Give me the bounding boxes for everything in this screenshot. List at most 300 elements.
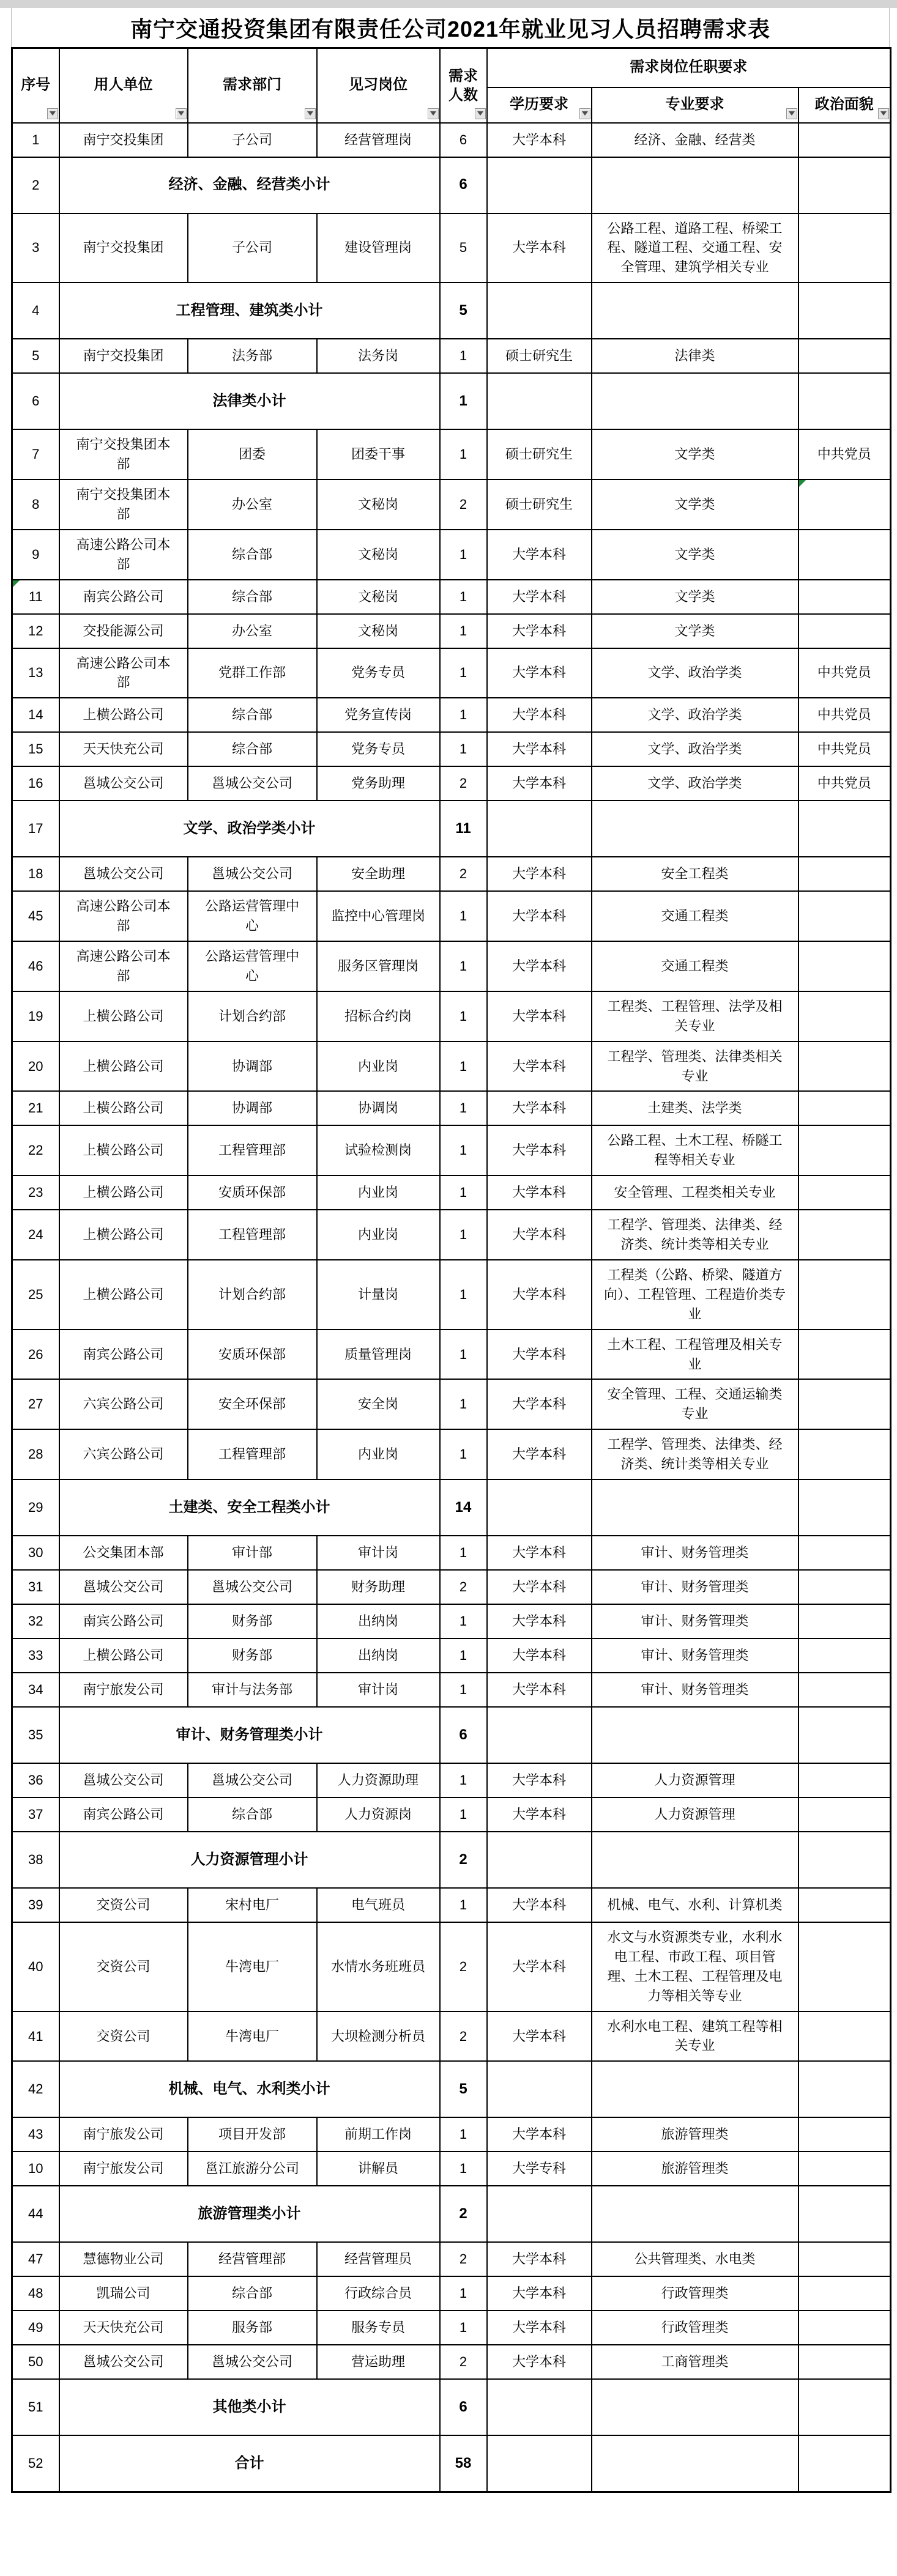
cell-dept: 公路运营管理中心 [188, 941, 317, 991]
cell-education: 大学本科 [487, 1888, 592, 1922]
cell-political [798, 2242, 891, 2276]
cell-seq: 16 [12, 766, 59, 801]
table-row [12, 698, 891, 732]
cell-subtotal-label: 旅游管理类小计 [59, 2186, 440, 2242]
cell-count: 2 [440, 1570, 487, 1604]
cell-dept: 财务部 [188, 1604, 317, 1638]
cell-education: 大学本科 [487, 1042, 592, 1092]
cell-dept: 牛湾电厂 [188, 1922, 317, 2012]
cell-post: 出纳岗 [317, 1604, 440, 1638]
cell-dept: 审计与法务部 [188, 1673, 317, 1707]
cell-count: 1 [440, 1125, 487, 1175]
filter-dropdown-button[interactable] [47, 108, 58, 119]
cell-count: 2 [440, 2012, 487, 2062]
cell-unit: 六宾公路公司 [59, 1429, 188, 1479]
table-row [12, 1175, 891, 1210]
cell-seq: 14 [12, 698, 59, 732]
header-row-1 [12, 48, 891, 87]
cell-count: 6 [440, 2379, 487, 2435]
cell-seq: 3 [12, 213, 59, 283]
cell-major: 交通工程类 [592, 941, 798, 991]
cell-dept: 办公室 [188, 614, 317, 648]
cell-political [798, 123, 891, 157]
cell-seq: 48 [12, 2276, 59, 2311]
cell-political [798, 373, 891, 429]
table-row [12, 1638, 891, 1673]
cell-count: 58 [440, 2435, 487, 2492]
cell-political [798, 1330, 891, 1380]
cell-political: 中共党员 [798, 429, 891, 479]
cell-major: 法律类 [592, 339, 798, 373]
cell-post: 内业岗 [317, 1042, 440, 1092]
cell-unit: 上横公路公司 [59, 1125, 188, 1175]
cell-post: 人力资源岗 [317, 1797, 440, 1832]
cell-seq: 17 [12, 801, 59, 857]
cell-major: 交通工程类 [592, 891, 798, 941]
cell-seq: 50 [12, 2345, 59, 2379]
table-row [12, 1429, 891, 1479]
cell-dept: 邕城公交公司 [188, 1570, 317, 1604]
cell-dept: 计划合约部 [188, 1260, 317, 1330]
cell-unit: 慧德物业公司 [59, 2242, 188, 2276]
cell-seq: 26 [12, 1330, 59, 1380]
cell-education: 大学本科 [487, 530, 592, 580]
cell-major: 人力资源管理 [592, 1763, 798, 1797]
table-row [12, 732, 891, 766]
cell-unit: 上横公路公司 [59, 1091, 188, 1125]
cell-count: 1 [440, 1042, 487, 1092]
cell-count: 1 [440, 648, 487, 698]
cell-dept: 法务部 [188, 339, 317, 373]
cell-seq: 30 [12, 1536, 59, 1570]
cell-seq: 22 [12, 1125, 59, 1175]
cell-education [487, 157, 592, 213]
cell-political [798, 1091, 891, 1125]
cell-dept: 安质环保部 [188, 1175, 317, 1210]
cell-seq: 39 [12, 1888, 59, 1922]
table-row [12, 580, 891, 614]
cell-count: 1 [440, 732, 487, 766]
cell-count: 1 [440, 991, 487, 1042]
cell-count: 2 [440, 479, 487, 530]
cell-count: 6 [440, 1707, 487, 1763]
cell-unit: 凯瑞公司 [59, 2276, 188, 2311]
column-group-header-label: 需求岗位任职要求 [630, 59, 748, 76]
cell-count: 2 [440, 1832, 487, 1888]
column-header-post [317, 48, 440, 123]
cell-major: 文学、政治学类 [592, 648, 798, 698]
table-row [12, 2012, 891, 2062]
cell-education: 大学本科 [487, 213, 592, 283]
cell-major: 文学类 [592, 429, 798, 479]
cell-unit: 南宾公路公司 [59, 580, 188, 614]
cell-seq: 37 [12, 1797, 59, 1832]
cell-education: 大学本科 [487, 891, 592, 941]
cell-count: 2 [440, 766, 487, 801]
cell-count: 1 [440, 1175, 487, 1210]
cell-post: 行政综合员 [317, 2276, 440, 2311]
subtotal-row [12, 2061, 891, 2117]
cell-political [798, 1797, 891, 1832]
cell-seq: 35 [12, 1707, 59, 1763]
cell-seq: 46 [12, 941, 59, 991]
cell-political [798, 2117, 891, 2152]
cell-subtotal-label: 人力资源管理小计 [59, 1832, 440, 1888]
cell-post: 党务助理 [317, 766, 440, 801]
table-row [12, 857, 891, 891]
cell-count: 1 [440, 2152, 487, 2186]
cell-political [798, 479, 891, 530]
cell-dept: 团委 [188, 429, 317, 479]
cell-political [798, 530, 891, 580]
cell-count: 11 [440, 801, 487, 857]
cell-post: 审计岗 [317, 1536, 440, 1570]
cell-post: 建设管理岗 [317, 213, 440, 283]
cell-post: 法务岗 [317, 339, 440, 373]
cell-post: 试验检测岗 [317, 1125, 440, 1175]
cell-count: 1 [440, 339, 487, 373]
subtotal-row [12, 801, 891, 857]
cell-political [798, 2012, 891, 2062]
cell-count: 1 [440, 1888, 487, 1922]
cell-dept: 牛湾电厂 [188, 2012, 317, 2062]
table-row [12, 123, 891, 157]
subtotal-row [12, 1707, 891, 1763]
cell-subtotal-label: 工程管理、建筑类小计 [59, 283, 440, 339]
table-row [12, 2345, 891, 2379]
cell-count: 5 [440, 283, 487, 339]
cell-unit: 南宾公路公司 [59, 1604, 188, 1638]
cell-major [592, 157, 798, 213]
cell-education: 大学本科 [487, 1536, 592, 1570]
cell-major: 公路工程、道路工程、桥梁工程、隧道工程、交通工程、安全管理、建筑学相关专业 [592, 213, 798, 283]
cell-post: 营运助理 [317, 2345, 440, 2379]
cell-post: 内业岗 [317, 1175, 440, 1210]
subtotal-row [12, 1832, 891, 1888]
cell-seq: 40 [12, 1922, 59, 2012]
chevron-down-icon [178, 111, 184, 116]
cell-education: 大学本科 [487, 1429, 592, 1479]
page-title-text: 南宁交通投资集团有限责任公司2021年就业见习人员招聘需求表 [130, 16, 771, 42]
cell-post: 计量岗 [317, 1260, 440, 1330]
table-row [12, 1763, 891, 1797]
chevron-down-icon [789, 111, 795, 116]
cell-education: 大学本科 [487, 580, 592, 614]
cell-seq: 42 [12, 2061, 59, 2117]
cell-dept: 安全环保部 [188, 1379, 317, 1429]
cell-education: 大学本科 [487, 766, 592, 801]
cell-dept: 项目开发部 [188, 2117, 317, 2152]
cell-dept: 工程管理部 [188, 1429, 317, 1479]
cell-education: 大学本科 [487, 2276, 592, 2311]
cell-seq: 38 [12, 1832, 59, 1888]
cell-unit: 天天快充公司 [59, 2311, 188, 2345]
cell-major: 文学类 [592, 530, 798, 580]
cell-dept: 邕江旅游分公司 [188, 2152, 317, 2186]
chevron-down-icon [307, 111, 313, 116]
cell-political [798, 2435, 891, 2492]
cell-major [592, 2186, 798, 2242]
cell-education [487, 2379, 592, 2435]
cell-seq: 31 [12, 1570, 59, 1604]
cell-seq: 36 [12, 1763, 59, 1797]
cell-major: 审计、财务管理类 [592, 1638, 798, 1673]
cell-political [798, 2276, 891, 2311]
cell-unit: 南宁交投集团 [59, 213, 188, 283]
table-row [12, 2242, 891, 2276]
cell-seq: 41 [12, 2012, 59, 2062]
table-row [12, 213, 891, 283]
cell-major: 工商管理类 [592, 2345, 798, 2379]
cell-dept: 服务部 [188, 2311, 317, 2345]
cell-political [798, 614, 891, 648]
cell-education: 大学本科 [487, 1604, 592, 1638]
cell-major: 安全管理、工程类相关专业 [592, 1175, 798, 1210]
cell-education: 大学本科 [487, 2117, 592, 2152]
cell-education [487, 1707, 592, 1763]
cell-major: 审计、财务管理类 [592, 1570, 798, 1604]
cell-major: 文学类 [592, 580, 798, 614]
column-header-major [592, 87, 798, 123]
cell-political [798, 580, 891, 614]
cell-count: 1 [440, 2276, 487, 2311]
cell-major: 安全工程类 [592, 857, 798, 891]
filter-dropdown-button[interactable] [176, 108, 187, 119]
cell-subtotal-label: 土建类、安全工程类小计 [59, 1479, 440, 1536]
cell-dept: 综合部 [188, 530, 317, 580]
cell-post: 文秘岗 [317, 614, 440, 648]
subtotal-row [12, 283, 891, 339]
cell-seq: 9 [12, 530, 59, 580]
cell-count: 14 [440, 1479, 487, 1536]
cell-major: 文学、政治学类 [592, 732, 798, 766]
cell-unit: 南宾公路公司 [59, 1797, 188, 1832]
cell-seq: 52 [12, 2435, 59, 2492]
cell-dept: 综合部 [188, 732, 317, 766]
cell-political [798, 801, 891, 857]
cell-unit: 高速公路公司本部 [59, 530, 188, 580]
cell-dept: 审计部 [188, 1536, 317, 1570]
column-header-political [798, 87, 891, 123]
cell-count: 6 [440, 157, 487, 213]
table-row [12, 479, 891, 530]
cell-political [798, 213, 891, 283]
cell-unit: 六宾公路公司 [59, 1379, 188, 1429]
cell-count: 1 [440, 2117, 487, 2152]
cell-major: 旅游管理类 [592, 2152, 798, 2186]
cell-political [798, 891, 891, 941]
cell-count: 2 [440, 1922, 487, 2012]
cell-seq: 4 [12, 283, 59, 339]
table-row [12, 891, 891, 941]
cell-seq: 49 [12, 2311, 59, 2345]
cell-count: 2 [440, 2186, 487, 2242]
table-row [12, 1330, 891, 1380]
cell-post: 党务宣传岗 [317, 698, 440, 732]
filter-dropdown-button[interactable] [579, 108, 590, 119]
table-row [12, 1379, 891, 1429]
cell-unit: 邕城公交公司 [59, 1763, 188, 1797]
cell-education: 大学本科 [487, 123, 592, 157]
cell-dept: 安质环保部 [188, 1330, 317, 1380]
cell-unit: 南宁旅发公司 [59, 1673, 188, 1707]
cell-political [798, 2186, 891, 2242]
cell-count: 1 [440, 1429, 487, 1479]
table-row [12, 1570, 891, 1604]
table-row [12, 614, 891, 648]
cell-count: 1 [440, 1638, 487, 1673]
cell-education: 大学本科 [487, 2311, 592, 2345]
cell-count: 1 [440, 580, 487, 614]
cell-count: 1 [440, 1091, 487, 1125]
cell-count: 1 [440, 1797, 487, 1832]
cell-seq: 1 [12, 123, 59, 157]
cell-education: 大学本科 [487, 2242, 592, 2276]
cell-major [592, 1707, 798, 1763]
cell-seq: 12 [12, 614, 59, 648]
filter-dropdown-button[interactable] [878, 108, 889, 119]
cell-seq: 47 [12, 2242, 59, 2276]
cell-major: 安全管理、工程、交通运输类专业 [592, 1379, 798, 1429]
cell-major: 机械、电气、水利、计算机类 [592, 1888, 798, 1922]
cell-dept: 邕城公交公司 [188, 766, 317, 801]
cell-post: 服务专员 [317, 2311, 440, 2345]
table-row [12, 429, 891, 479]
filter-dropdown-button[interactable] [786, 108, 797, 119]
cell-count: 1 [440, 1379, 487, 1429]
chevron-down-icon [582, 111, 588, 116]
cell-political [798, 2379, 891, 2435]
cell-dept: 协调部 [188, 1091, 317, 1125]
cell-post: 讲解员 [317, 2152, 440, 2186]
cell-education: 大学本科 [487, 1379, 592, 1429]
table-body [12, 123, 891, 2492]
column-header-major-label: 专业要求 [665, 96, 724, 113]
cell-count: 1 [440, 373, 487, 429]
table-row [12, 1888, 891, 1922]
cell-post: 内业岗 [317, 1429, 440, 1479]
filter-dropdown-button[interactable] [305, 108, 316, 119]
cell-dept: 办公室 [188, 479, 317, 530]
cell-major: 公路工程、土木工程、桥隧工程等相关专业 [592, 1125, 798, 1175]
cell-seq: 5 [12, 339, 59, 373]
cell-dept: 公路运营管理中心 [188, 891, 317, 941]
cell-unit: 上横公路公司 [59, 1638, 188, 1673]
subtotal-row [12, 157, 891, 213]
cell-education [487, 2186, 592, 2242]
cell-major: 行政管理类 [592, 2311, 798, 2345]
cell-major: 水文与水资源类专业，水利水电工程、市政工程、项目管理、土木工程、工程管理及电力等相关等专业 [592, 1922, 798, 2012]
table-row [12, 1797, 891, 1832]
cell-education: 大学本科 [487, 1763, 592, 1797]
column-header-post-label: 见习岗位 [349, 76, 408, 94]
cell-major [592, 2435, 798, 2492]
cell-major: 人力资源管理 [592, 1797, 798, 1832]
cell-count: 1 [440, 1260, 487, 1330]
cell-dept: 经营管理部 [188, 2242, 317, 2276]
cell-unit: 上横公路公司 [59, 1260, 188, 1330]
cell-political [798, 1125, 891, 1175]
filter-dropdown-button[interactable] [428, 108, 439, 119]
cell-count: 1 [440, 1604, 487, 1638]
cell-political [798, 1604, 891, 1638]
cell-post: 财务助理 [317, 1570, 440, 1604]
cell-total-label: 合计 [59, 2435, 440, 2492]
column-header-seq [12, 48, 59, 123]
cell-major: 土木工程、工程管理及相关专业 [592, 1330, 798, 1380]
cell-count: 1 [440, 1330, 487, 1380]
table-row [12, 1210, 891, 1260]
cell-education: 大学本科 [487, 1125, 592, 1175]
cell-post: 审计岗 [317, 1673, 440, 1707]
cell-education: 大学本科 [487, 614, 592, 648]
cell-count: 1 [440, 698, 487, 732]
cell-political [798, 2311, 891, 2345]
cell-unit: 南宾公路公司 [59, 1330, 188, 1380]
top-gray-strip [0, 0, 897, 8]
cell-unit: 天天快充公司 [59, 732, 188, 766]
cell-dept: 协调部 [188, 1042, 317, 1092]
page-title [11, 8, 890, 47]
table-row [12, 941, 891, 991]
cell-unit: 南宁交投集团本部 [59, 479, 188, 530]
cell-education: 大学本科 [487, 1673, 592, 1707]
cell-unit: 邕城公交公司 [59, 2345, 188, 2379]
cell-post: 招标合约岗 [317, 991, 440, 1042]
cell-count: 1 [440, 1210, 487, 1260]
cell-dept: 党群工作部 [188, 648, 317, 698]
cell-major [592, 801, 798, 857]
cell-unit: 南宁交投集团本部 [59, 429, 188, 479]
cell-education: 大学本科 [487, 732, 592, 766]
cell-seq: 10 [12, 2152, 59, 2186]
cell-seq: 25 [12, 1260, 59, 1330]
cell-post: 安全岗 [317, 1379, 440, 1429]
cell-political [798, 1832, 891, 1888]
cell-major: 审计、财务管理类 [592, 1604, 798, 1638]
cell-education: 大学本科 [487, 1570, 592, 1604]
cell-education: 大学本科 [487, 2012, 592, 2062]
cell-post: 内业岗 [317, 1210, 440, 1260]
cell-major: 土建类、法学类 [592, 1091, 798, 1125]
cell-major: 公共管理类、水电类 [592, 2242, 798, 2276]
table-row [12, 530, 891, 580]
cell-political [798, 1379, 891, 1429]
cell-dept: 宋村电厂 [188, 1888, 317, 1922]
cell-political [798, 991, 891, 1042]
total-row [12, 2435, 891, 2492]
cell-seq: 19 [12, 991, 59, 1042]
cell-count: 1 [440, 614, 487, 648]
cell-subtotal-label: 机械、电气、水利类小计 [59, 2061, 440, 2117]
cell-education: 硕士研究生 [487, 429, 592, 479]
cell-education: 大学本科 [487, 941, 592, 991]
cell-political [798, 1707, 891, 1763]
cell-education: 大学本科 [487, 1922, 592, 2012]
cell-education: 大学本科 [487, 698, 592, 732]
filter-dropdown-button[interactable] [475, 108, 486, 119]
cell-education: 大学本科 [487, 1638, 592, 1673]
cell-post: 出纳岗 [317, 1638, 440, 1673]
cell-count: 6 [440, 123, 487, 157]
cell-political: 中共党员 [798, 648, 891, 698]
cell-count: 5 [440, 2061, 487, 2117]
cell-unit: 上横公路公司 [59, 991, 188, 1042]
cell-dept: 财务部 [188, 1638, 317, 1673]
cell-major: 工程类、工程管理、法学及相关专业 [592, 991, 798, 1042]
subtotal-row [12, 2379, 891, 2435]
cell-post: 前期工作岗 [317, 2117, 440, 2152]
